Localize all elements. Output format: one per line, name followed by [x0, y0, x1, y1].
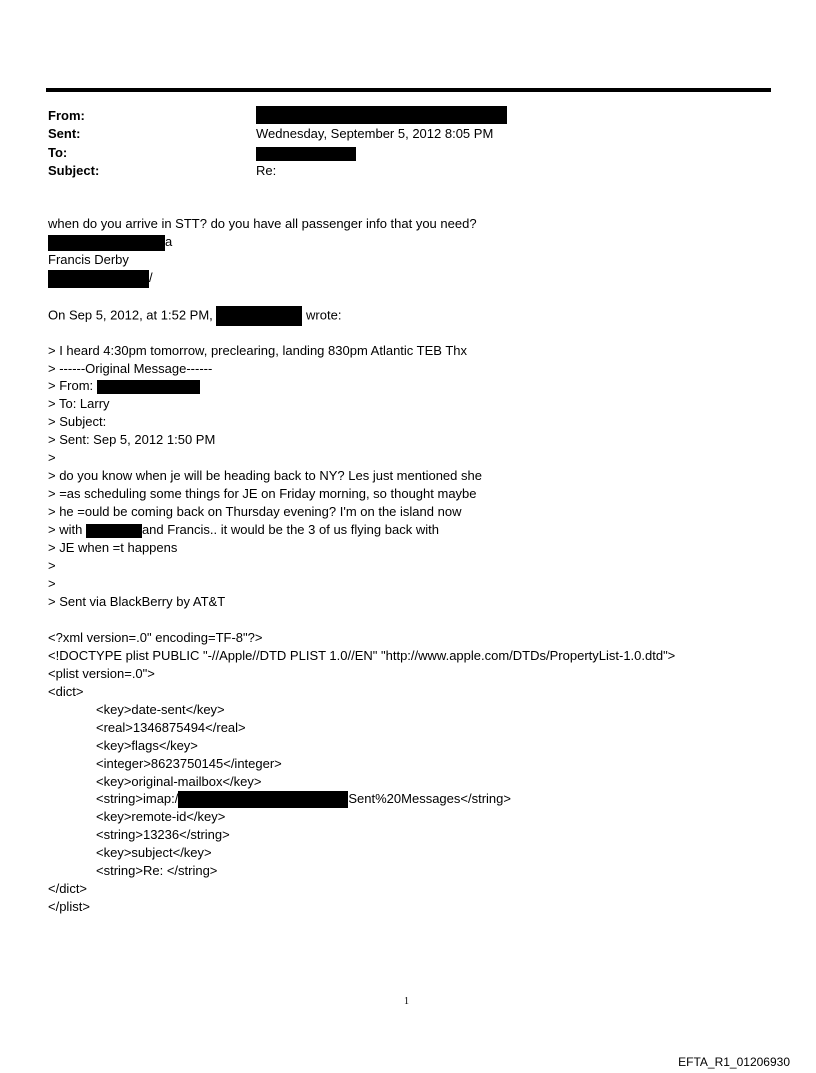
plist-mailbox-prefix: <string>imap:/: [96, 791, 179, 806]
signature-tail-2: /: [149, 270, 153, 285]
quoted-from-label: > From:: [48, 378, 94, 393]
redaction: [48, 235, 165, 251]
plist-line: <!DOCTYPE plist PUBLIC "-//Apple//DTD PLIST 1.0//EN" "http://www.apple.com/DTDs/PropertyList-1.0.dtd">: [48, 648, 676, 663]
sent-label: Sent:: [48, 126, 81, 141]
quoted-line: > Sent via BlackBerry by AT&T: [48, 594, 226, 609]
quoted-line: > ------Original Message------: [48, 361, 213, 376]
plist-mailbox-line: [96, 790, 511, 808]
to-label: To:: [48, 145, 68, 160]
signature-line-3: [48, 269, 153, 288]
quoted-with-prefix: > with: [48, 522, 83, 537]
document-id: EFTA_R1_01206930: [678, 1055, 790, 1069]
redaction: [86, 524, 142, 538]
quoted-line: > I heard 4:30pm tomorrow, preclearing, landing 830pm Atlantic TEB Thx: [48, 343, 468, 358]
plist-line: <key>remote-id</key>: [96, 809, 226, 824]
to-value-redacted: [256, 144, 356, 162]
quoted-line: > do you know when je will be heading back to NY? Les just mentioned she: [48, 468, 482, 483]
plist-line: <key>date-sent</key>: [96, 702, 225, 717]
subject-label: Subject:: [48, 163, 100, 178]
from-label: From:: [48, 108, 85, 123]
quoted-line: > JE when =t happens: [48, 540, 178, 555]
signature-name: Francis Derby: [48, 252, 129, 267]
signature-line-1: [48, 233, 172, 251]
quoted-line: >: [48, 576, 56, 591]
quoted-from: [48, 377, 200, 395]
quoted-line: >: [48, 558, 56, 573]
quoted-line: > To: Larry: [48, 396, 110, 411]
quoted-line: > =as scheduling some things for JE on Friday morning, so thought maybe: [48, 486, 477, 501]
plist-line: <plist version=.0">: [48, 666, 155, 681]
reply-attribution: [48, 306, 341, 326]
redaction: [97, 380, 200, 394]
plist-line: <string>13236</string>: [96, 827, 230, 842]
plist-line: <key>flags</key>: [96, 738, 198, 753]
attribution-prefix: On Sep 5, 2012, at 1:52 PM,: [48, 307, 213, 323]
header-rule: [46, 88, 771, 92]
subject-value: Re:: [256, 163, 277, 178]
quoted-line: >: [48, 450, 56, 465]
plist-line: <?xml version=.0" encoding=TF-8"?>: [48, 630, 263, 645]
plist-line: <string>Re: </string>: [96, 863, 218, 878]
from-value-redacted: [256, 105, 507, 124]
plist-line: <dict>: [48, 684, 84, 699]
redaction: [48, 270, 149, 288]
quoted-with-suffix: and Francis.. it would be the 3 of us flying back with: [141, 522, 439, 537]
redaction: [216, 306, 302, 326]
plist-line: <key>original-mailbox</key>: [96, 774, 262, 789]
quoted-line: > Subject:: [48, 414, 107, 429]
plist-mailbox-suffix: Sent%20Messages</string>: [348, 791, 511, 806]
body-question: when do you arrive in STT? do you have all passenger info that you need?: [48, 216, 477, 231]
page-number: 1: [404, 996, 409, 1007]
plist-line: </dict>: [48, 881, 88, 896]
redaction: [178, 791, 348, 808]
signature-tail: a: [165, 234, 173, 249]
quoted-line: > Sent: Sep 5, 2012 1:50 PM: [48, 432, 216, 447]
plist-line: <real>1346875494</real>: [96, 720, 246, 735]
quoted-line: > he =ould be coming back on Thursday evening? I'm on the island now: [48, 504, 462, 519]
attribution-suffix: wrote:: [306, 307, 342, 323]
quoted-line-with-redaction: [48, 521, 439, 539]
plist-line: </plist>: [48, 899, 90, 914]
plist-line: <key>subject</key>: [96, 845, 212, 860]
sent-value: Wednesday, September 5, 2012 8:05 PM: [256, 126, 494, 141]
plist-line: <integer>8623750145</integer>: [96, 756, 282, 771]
